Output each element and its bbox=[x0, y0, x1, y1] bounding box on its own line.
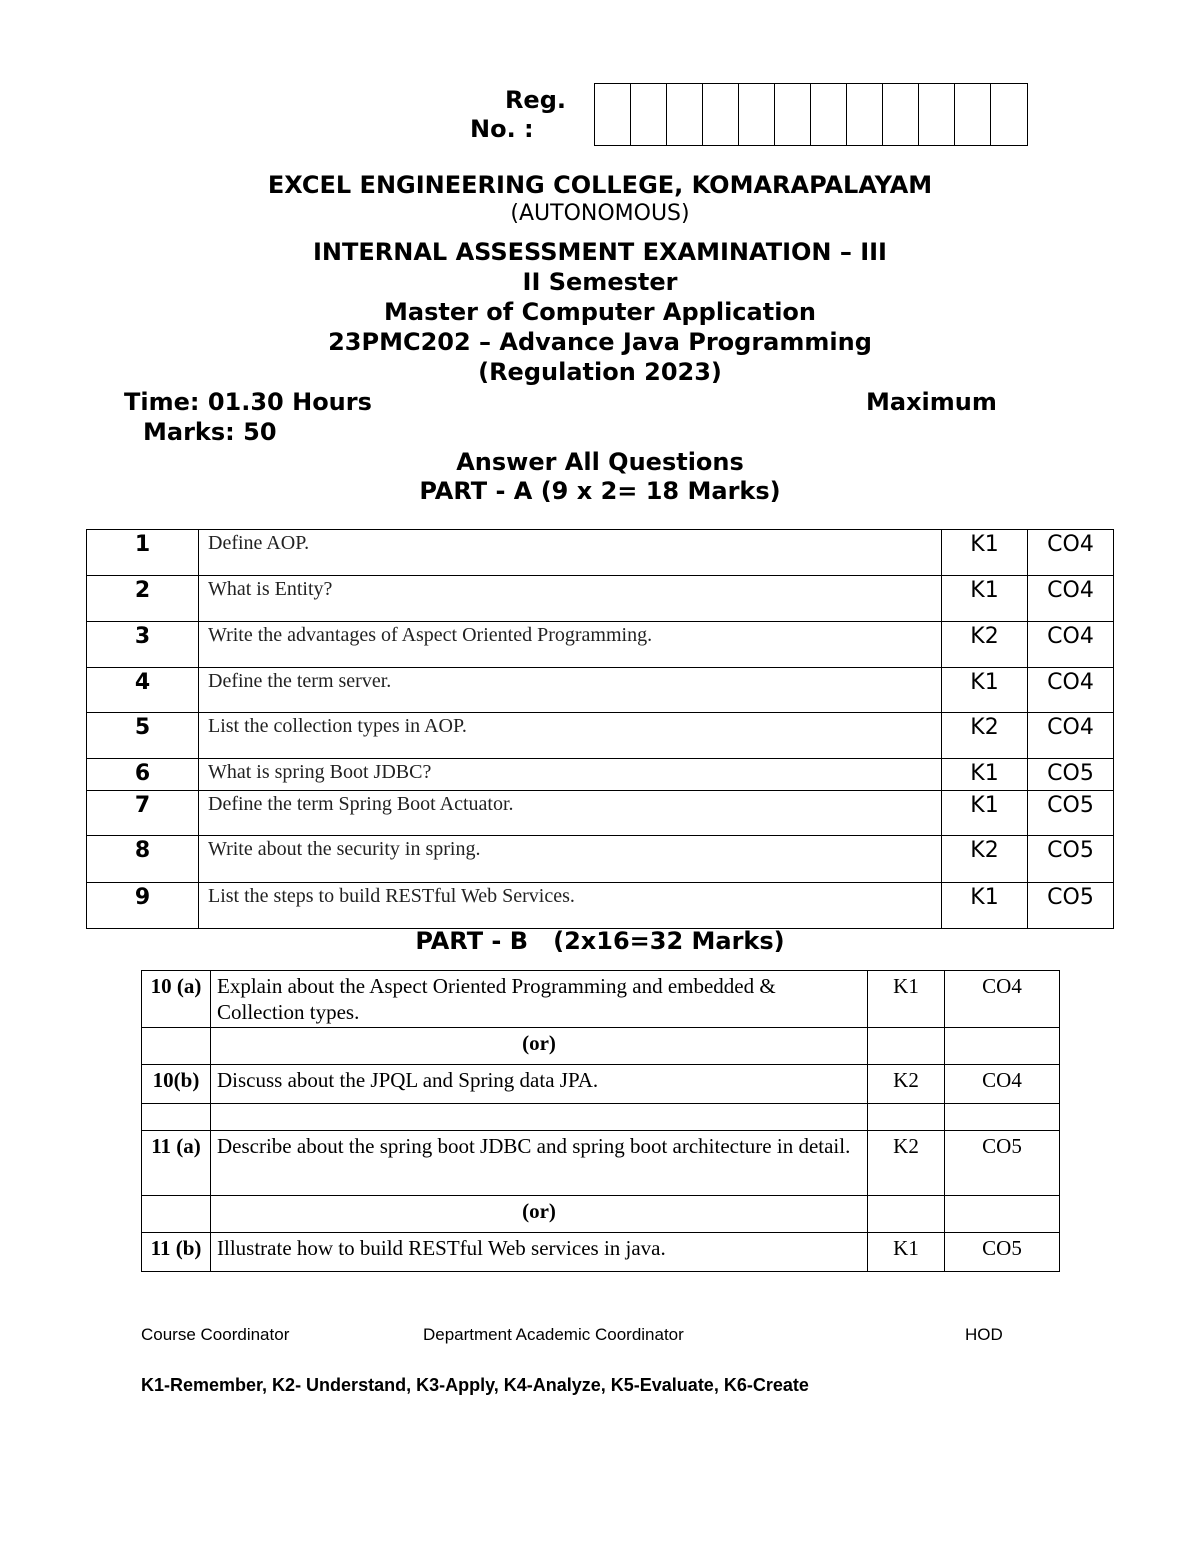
question-number: 2 bbox=[87, 576, 199, 622]
course-outcome: CO4 bbox=[1028, 530, 1114, 576]
part-b-row bbox=[142, 1233, 1060, 1272]
knowledge-level: K1 bbox=[868, 971, 945, 1028]
question-number: 1 bbox=[87, 530, 199, 576]
question-number bbox=[142, 1028, 211, 1065]
reg-digit-box[interactable] bbox=[595, 84, 631, 145]
knowledge-level: K2 bbox=[868, 1131, 945, 1196]
course-outcome: CO4 bbox=[1028, 668, 1114, 713]
knowledge-legend: K1-Remember, K2- Understand, K3-Apply, K4-Analyze, K5-Evaluate, K6-Create bbox=[141, 1375, 809, 1395]
dept-coordinator: Department Academic Coordinator bbox=[423, 1325, 684, 1344]
course-outcome bbox=[945, 1028, 1060, 1065]
question-number: 7 bbox=[87, 791, 199, 836]
part-b-heading-text: PART - B (2x16=32 Marks) bbox=[415, 927, 785, 955]
question-text: Explain about the Aspect Oriented Programming and embedded & Collection types. bbox=[211, 971, 868, 1028]
question-text: Illustrate how to build RESTful Web services in java. bbox=[211, 1233, 868, 1272]
or-separator: (or) bbox=[211, 1196, 868, 1233]
knowledge-level: K2 bbox=[868, 1065, 945, 1104]
program: Master of Computer Application bbox=[384, 298, 816, 326]
part-a-table bbox=[86, 529, 1114, 929]
part-b-row bbox=[142, 971, 1060, 1028]
question-text: What is Entity? bbox=[199, 576, 942, 622]
course-outcome: CO4 bbox=[1028, 713, 1114, 759]
knowledge-level: K2 bbox=[942, 622, 1028, 668]
part-a-row bbox=[87, 836, 1114, 883]
course-outcome: CO5 bbox=[1028, 759, 1114, 791]
knowledge-level: K2 bbox=[942, 713, 1028, 759]
course-coordinator: Course Coordinator bbox=[141, 1325, 290, 1344]
question-text: Discuss about the JPQL and Spring data JPA. bbox=[211, 1065, 868, 1104]
question-number: 6 bbox=[87, 759, 199, 791]
reg-digit-box[interactable] bbox=[667, 84, 703, 145]
knowledge-level: K1 bbox=[942, 530, 1028, 576]
semester: II Semester bbox=[522, 268, 678, 296]
hod: HOD bbox=[965, 1325, 1003, 1344]
question-number: 4 bbox=[87, 668, 199, 713]
question-text bbox=[211, 1104, 868, 1131]
course-outcome: CO5 bbox=[945, 1233, 1060, 1272]
reg-digit-box[interactable] bbox=[703, 84, 739, 145]
knowledge-level bbox=[868, 1196, 945, 1233]
autonomous-label: (AUTONOMOUS) bbox=[510, 201, 690, 226]
reg-label-line2: No. : bbox=[470, 115, 534, 143]
exam-time: Time: 01.30 Hours bbox=[124, 388, 372, 416]
reg-digit-box[interactable] bbox=[919, 84, 955, 145]
exam-title: INTERNAL ASSESSMENT EXAMINATION – III bbox=[313, 238, 887, 266]
question-number: 8 bbox=[87, 836, 199, 883]
reg-digit-box[interactable] bbox=[991, 84, 1027, 145]
part-a-row bbox=[87, 668, 1114, 713]
question-number: 11 (a) bbox=[142, 1131, 211, 1196]
part-a-row bbox=[87, 791, 1114, 836]
course-outcome: CO4 bbox=[945, 1065, 1060, 1104]
question-number: 10(b) bbox=[142, 1065, 211, 1104]
part-b-row bbox=[142, 1065, 1060, 1104]
question-text: List the collection types in AOP. bbox=[199, 713, 942, 759]
knowledge-level: K1 bbox=[942, 883, 1028, 929]
course-outcome: CO4 bbox=[1028, 622, 1114, 668]
question-text: Write about the security in spring. bbox=[199, 836, 942, 883]
question-text: Define the term server. bbox=[199, 668, 942, 713]
question-number: 9 bbox=[87, 883, 199, 929]
course-outcome: CO5 bbox=[1028, 836, 1114, 883]
reg-digit-box[interactable] bbox=[631, 84, 667, 145]
course-outcome: CO5 bbox=[1028, 791, 1114, 836]
part-b-row bbox=[142, 1131, 1060, 1196]
course-outcome bbox=[945, 1104, 1060, 1131]
question-number: 3 bbox=[87, 622, 199, 668]
instruction: Answer All Questions bbox=[456, 448, 744, 476]
part-b-row bbox=[142, 1028, 1060, 1065]
reg-digit-box[interactable] bbox=[811, 84, 847, 145]
course-outcome bbox=[945, 1196, 1060, 1233]
knowledge-level: K1 bbox=[942, 668, 1028, 713]
part-a-row bbox=[87, 713, 1114, 759]
question-number bbox=[142, 1104, 211, 1131]
part-b-row bbox=[142, 1104, 1060, 1131]
knowledge-level: K1 bbox=[942, 576, 1028, 622]
knowledge-level: K2 bbox=[942, 836, 1028, 883]
question-number: 10 (a) bbox=[142, 971, 211, 1028]
part-b-heading bbox=[0, 927, 1200, 955]
question-text: List the steps to build RESTful Web Services. bbox=[199, 883, 942, 929]
knowledge-level bbox=[868, 1104, 945, 1131]
knowledge-level: K1 bbox=[942, 791, 1028, 836]
course-outcome: CO5 bbox=[945, 1131, 1060, 1196]
reg-digit-box[interactable] bbox=[883, 84, 919, 145]
question-text: Define AOP. bbox=[199, 530, 942, 576]
course-title: 23PMC202 – Advance Java Programming bbox=[328, 328, 872, 356]
question-text: Define the term Spring Boot Actuator. bbox=[199, 791, 942, 836]
knowledge-level: K1 bbox=[868, 1233, 945, 1272]
maximum-label: Maximum bbox=[866, 388, 997, 416]
regulation: (Regulation 2023) bbox=[478, 358, 722, 386]
question-text: Write the advantages of Aspect Oriented Programming. bbox=[199, 622, 942, 668]
reg-number-boxes bbox=[594, 83, 1028, 146]
part-a-row bbox=[87, 530, 1114, 576]
course-outcome: CO4 bbox=[945, 971, 1060, 1028]
reg-digit-box[interactable] bbox=[775, 84, 811, 145]
knowledge-level: K1 bbox=[942, 759, 1028, 791]
part-a-row bbox=[87, 576, 1114, 622]
part-a-row bbox=[87, 759, 1114, 791]
course-outcome: CO4 bbox=[1028, 576, 1114, 622]
max-marks: Marks: 50 bbox=[143, 418, 277, 446]
course-outcome: CO5 bbox=[1028, 883, 1114, 929]
question-text: What is spring Boot JDBC? bbox=[199, 759, 942, 791]
question-number bbox=[142, 1196, 211, 1233]
reg-digit-box[interactable] bbox=[955, 84, 991, 145]
part-a-row bbox=[87, 883, 1114, 929]
question-number: 11 (b) bbox=[142, 1233, 211, 1272]
reg-label-line1: Reg. bbox=[504, 86, 566, 114]
part-a-heading: PART - A (9 x 2= 18 Marks) bbox=[419, 477, 781, 505]
knowledge-level bbox=[868, 1028, 945, 1065]
part-b-row bbox=[142, 1196, 1060, 1233]
reg-digit-box[interactable] bbox=[739, 84, 775, 145]
question-text: Describe about the spring boot JDBC and spring boot architecture in detail. bbox=[211, 1131, 868, 1196]
college-name: EXCEL ENGINEERING COLLEGE, KOMARAPALAYAM bbox=[267, 171, 933, 199]
or-separator: (or) bbox=[211, 1028, 868, 1065]
part-a-row bbox=[87, 622, 1114, 668]
reg-no-label bbox=[440, 86, 566, 144]
reg-digit-box[interactable] bbox=[847, 84, 883, 145]
part-b-table bbox=[141, 970, 1060, 1272]
question-number: 5 bbox=[87, 713, 199, 759]
